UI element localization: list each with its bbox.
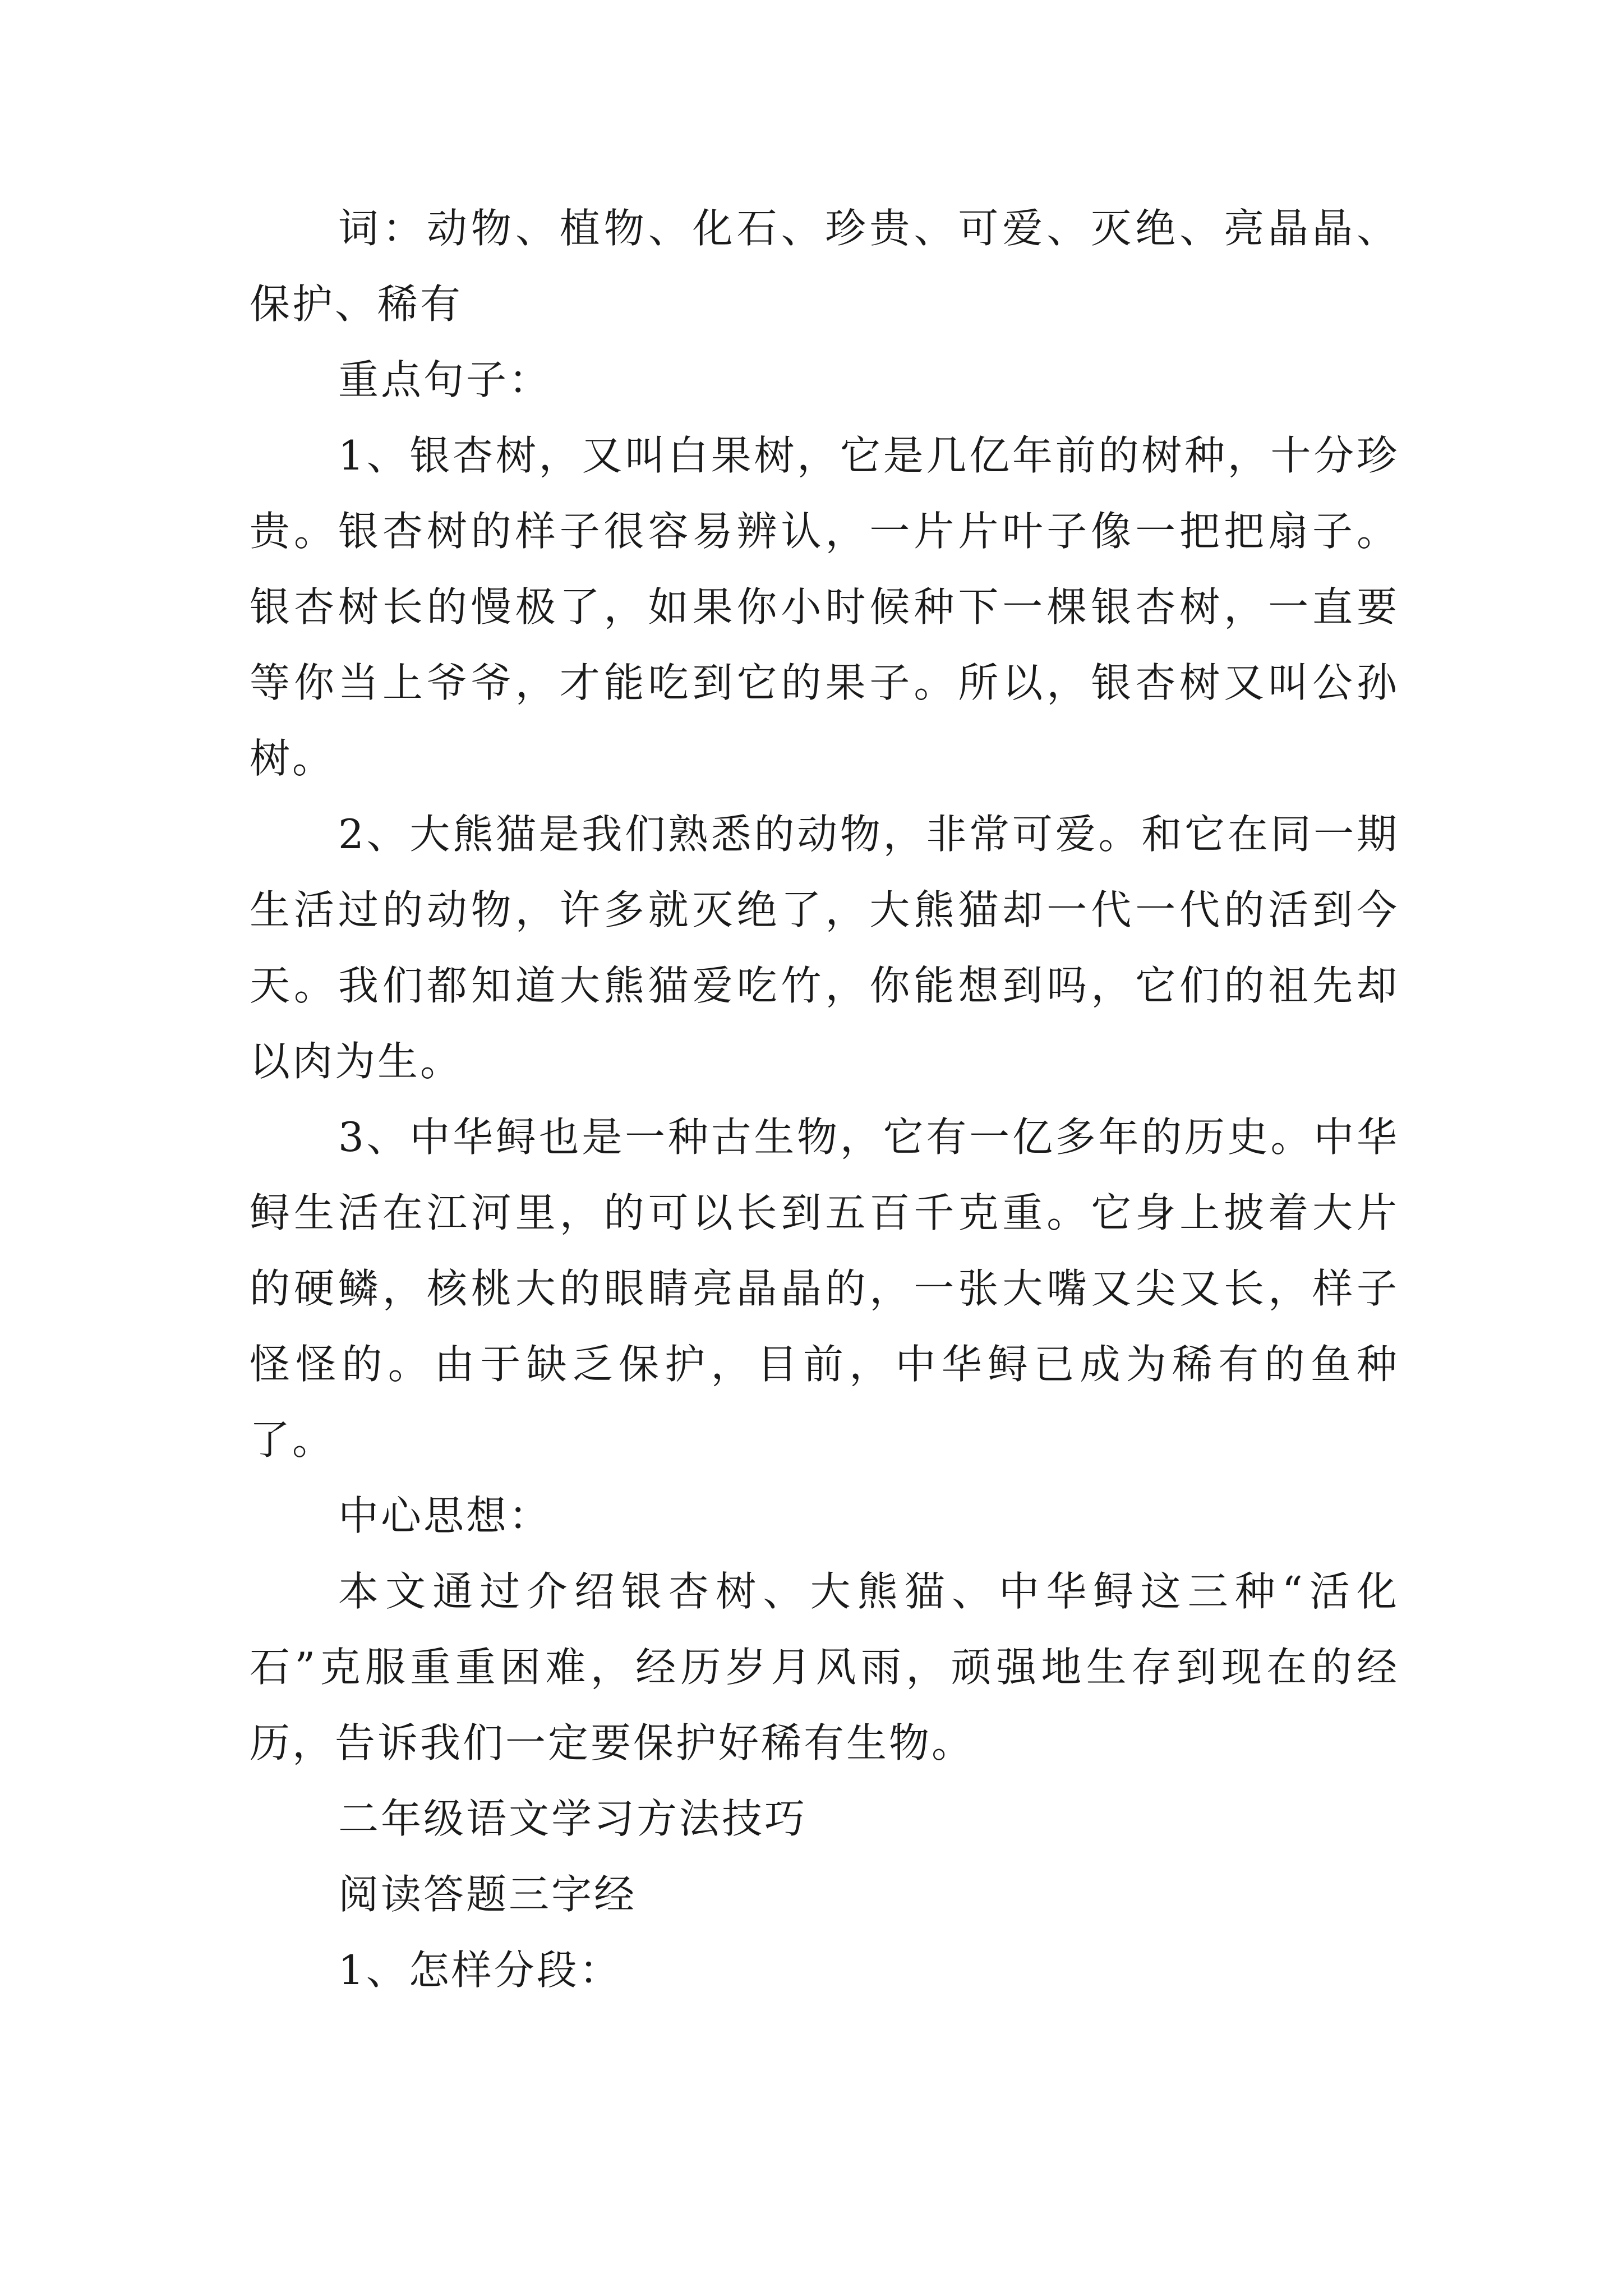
sentence-panda-paragraph: 2、大熊猫是我们熟悉的动物，非常可爱。和它在同一期生活过的动物，许多就灭绝了，大熊猫却一代一代的活到今天。我们都知道大熊猫爱吃竹，你能想到吗，它们的祖先却以肉为生。 — [250, 811, 1399, 1085]
sentence-ginkgo-paragraph: 1、银杏树，又叫白果树，它是几亿年前的树种，十分珍贵。银杏树的样子很容易辨认，一片片叶子像一把把扇子。银杏树长的慢极了，如果你小时候种下一棵银杏树，一直要等你当上爷爷，才能吃到它的果子。所以，银杏树又叫公孙树。 — [250, 432, 1399, 782]
vocabulary-paragraph: 词：动物、植物、化石、珍贵、可爱、灭绝、亮晶晶、保护、稀有 — [250, 205, 1399, 328]
central-idea-heading: 中心思想： — [338, 1492, 552, 1539]
segmentation-item: 1、怎样分段： — [338, 1947, 622, 1994]
sentence-sturgeon-paragraph: 3、中华鲟也是一种古生物，它有一亿多年的历史。中华鲟生活在江河里，的可以长到五百千克重。它身上披着大片的硬鳞，核桃大的眼睛亮晶晶的，一张大嘴又尖又长，样子怪怪的。由于缺乏保护，目前，中华鲟已成为稀有的鱼种了。 — [250, 1114, 1399, 1464]
document-body — [250, 191, 1399, 2008]
reading-rhyme-heading: 阅读答题三字经 — [338, 1871, 637, 1918]
study-tips-heading: 二年级语文学习方法技巧 — [338, 1795, 808, 1842]
central-idea-paragraph: 本文通过介绍银杏树、大熊猫、中华鲟这三种“活化石”克服重重困难，经历岁月风雨，顽强地生存到现在的经历，告诉我们一定要保护好稀有生物。 — [250, 1568, 1399, 1766]
key-sentences-heading: 重点句子： — [338, 356, 552, 403]
